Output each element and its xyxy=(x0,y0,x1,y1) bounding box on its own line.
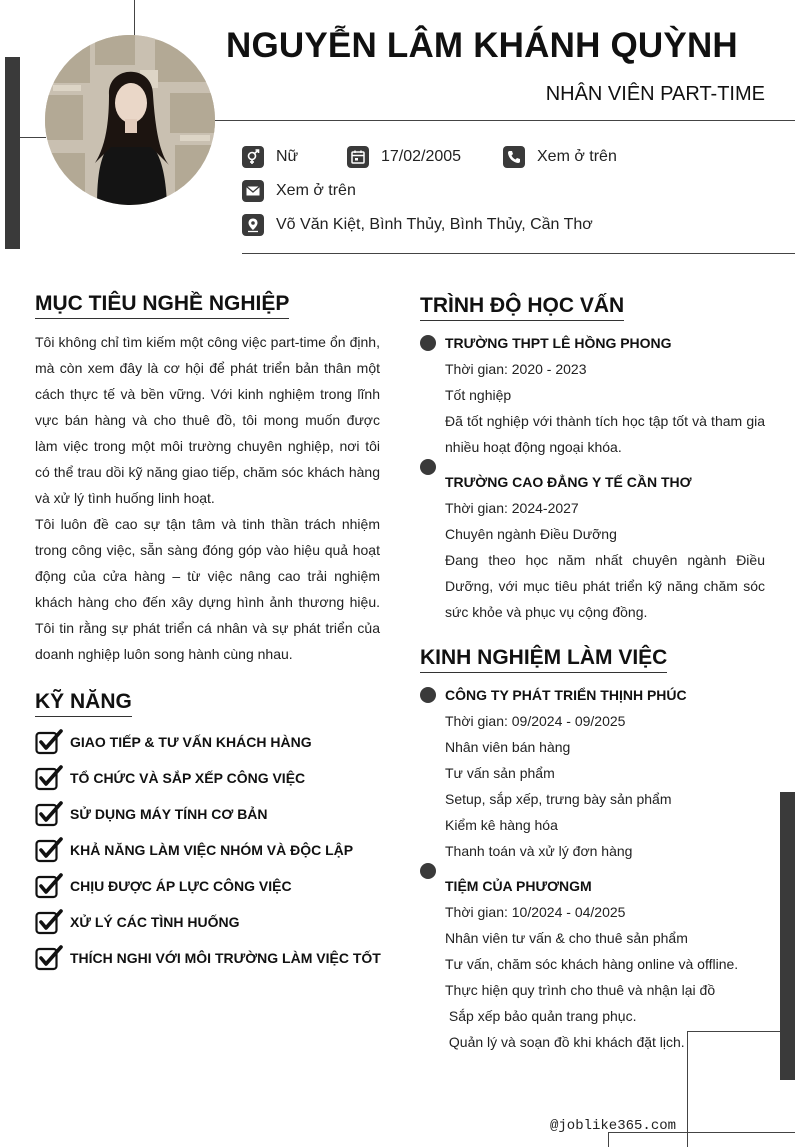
skill-item xyxy=(35,837,353,863)
info-divider xyxy=(242,253,795,254)
info-phone xyxy=(503,146,617,168)
checkbox-icon xyxy=(35,945,63,971)
skill-item xyxy=(35,801,268,827)
education-description: Đã tốt nghiệp với thành tích học tập tốt và tham gia nhiều hoạt động ngoại khóa. xyxy=(445,413,765,455)
experience-line: Sắp xếp bảo quản trang phục. xyxy=(445,1008,637,1024)
info-email xyxy=(242,180,356,202)
candidate-name: NGUYỄN LÂM KHÁNH QUỲNH xyxy=(226,26,738,65)
experience-line: Setup, sắp xếp, trưng bày sản phẩm xyxy=(445,791,672,807)
decor-line xyxy=(134,0,135,36)
checkbox-icon xyxy=(35,873,63,899)
skill-item xyxy=(35,909,240,935)
info-birthday xyxy=(347,146,461,168)
decor-line xyxy=(608,1132,609,1147)
skill-label: TỔ CHỨC VÀ SẮP XẾP CÔNG VIỆC xyxy=(70,770,306,786)
education-result: Tốt nghiệp xyxy=(445,387,512,403)
avatar xyxy=(45,35,215,205)
experience-time: Thời gian: 10/2024 - 04/2025 xyxy=(445,904,626,920)
info-address xyxy=(242,214,593,236)
experience-line: Tư vấn sản phẩm xyxy=(445,765,555,781)
phone-icon xyxy=(503,146,525,168)
gender-icon xyxy=(242,146,264,168)
school-name: TRƯỜNG CAO ĐẲNG Y TẾ CẦN THƠ xyxy=(445,474,692,490)
checkbox-icon xyxy=(35,909,63,935)
company-name: TIỆM CỦA PHƯƠNGM xyxy=(445,878,592,894)
job-title: NHÂN VIÊN PART-TIME xyxy=(545,83,765,105)
experience-time: Thời gian: 09/2024 - 09/2025 xyxy=(445,713,626,729)
experience-line: Nhân viên tư vấn & cho thuê sản phẩm xyxy=(445,930,688,946)
education-entry xyxy=(445,471,765,625)
experience-entry xyxy=(445,684,765,864)
birthday-value: 17/02/2005 xyxy=(381,148,462,165)
objective-paragraph-2: Tôi luôn đề cao sự tận tâm và tinh thần trách nhiệm trong công việc, sẵn sàng đóng góp vào hiệu quả hoạt động của cửa hàng – từ việc nâng cao trải nghiệm khách hàng cho đến xây dựng hình ảnh thương hiệu. Tôi tin rằng sự phát triển cá nhân và sự phát triển của doanh nghiệp luôn song hành cùng nhau. xyxy=(35,516,380,662)
checkbox-icon xyxy=(35,837,63,863)
decor-line xyxy=(20,137,46,138)
skill-label: XỬ LÝ CÁC TÌNH HUỐNG xyxy=(70,914,240,930)
timeline-bullet xyxy=(420,687,436,703)
timeline-bullet xyxy=(420,459,436,475)
skills-title: KỸ NĂNG xyxy=(35,690,132,717)
timeline-bullet xyxy=(420,335,436,351)
skill-label: CHỊU ĐƯỢC ÁP LỰC CÔNG VIỆC xyxy=(70,878,292,894)
header-divider xyxy=(215,120,795,121)
skill-item xyxy=(35,945,381,971)
objective-title: MỤC TIÊU NGHỀ NGHIỆP xyxy=(35,292,289,319)
right-accent-bar xyxy=(780,792,795,1080)
education-result: Chuyên ngành Điều Dưỡng xyxy=(445,526,617,542)
experience-line: Nhân viên bán hàng xyxy=(445,739,571,755)
calendar-icon xyxy=(347,146,369,168)
skill-label: GIAO TIẾP & TƯ VẤN KHÁCH HÀNG xyxy=(70,734,312,750)
skill-item xyxy=(35,765,305,791)
company-name: CÔNG TY PHÁT TRIỂN THỊNH PHÚC xyxy=(445,687,687,703)
email-icon xyxy=(242,180,264,202)
experience-title: KINH NGHIỆM LÀM VIỆC xyxy=(420,646,667,673)
experience-line: Kiểm kê hàng hóa xyxy=(445,817,558,833)
phone-value: Xem ở trên xyxy=(537,148,617,165)
experience-line: Thanh toán và xử lý đơn hàng xyxy=(445,843,633,859)
experience-line: Quản lý và soạn đồ khi khách đặt lịch. xyxy=(445,1034,685,1050)
checkbox-icon xyxy=(35,801,63,827)
gender-value: Nữ xyxy=(276,148,299,165)
timeline-bullet xyxy=(420,863,436,879)
experience-line: Tư vấn, chăm sóc khách hàng online và offline. xyxy=(445,956,739,972)
address-value: Võ Văn Kiệt, Bình Thủy, Bình Thủy, Cần Thơ xyxy=(276,216,593,233)
education-description: Đang theo học năm nhất chuyên ngành Điều Dưỡng, với mục tiêu phát triển kỹ năng chăm sóc sức khỏe và phục vụ cộng đồng. xyxy=(445,552,765,620)
education-entry xyxy=(445,332,765,460)
skill-label: KHẢ NĂNG LÀM VIỆC NHÓM VÀ ĐỘC LẬP xyxy=(70,842,354,858)
skill-label: THÍCH NGHI VỚI MÔI TRƯỜNG LÀM VIỆC TỐT xyxy=(70,950,381,966)
education-time: Thời gian: 2024-2027 xyxy=(445,500,579,516)
education-time: Thời gian: 2020 - 2023 xyxy=(445,361,587,377)
checkbox-icon xyxy=(35,765,63,791)
watermark-text: @joblike365.com xyxy=(550,1118,677,1134)
objective-paragraph-1: Tôi không chỉ tìm kiếm một công việc part-time ổn định, mà còn xem đây là cơ hội để phát triển bản thân một cách thực tế và bền vững. Với kinh nghiệm trong lĩnh vực bán hàng và cho thuê đồ, tôi mong muốn được làm việc trong một môi trường chuyên nghiệp, nơi tôi có thể trau dồi kỹ năng giao tiếp, chăm sóc khách hàng và xử lý tình huống linh hoạt. xyxy=(35,334,380,506)
checkbox-icon xyxy=(35,729,63,755)
school-name: TRƯỜNG THPT LÊ HỒNG PHONG xyxy=(445,335,672,351)
skill-item xyxy=(35,873,292,899)
location-icon xyxy=(242,214,264,236)
skill-item xyxy=(35,729,312,755)
experience-line: Thực hiện quy trình cho thuê và nhận lại đồ xyxy=(445,982,716,998)
skill-label: SỬ DỤNG MÁY TÍNH CƠ BẢN xyxy=(70,806,268,822)
info-gender xyxy=(242,146,298,168)
avatar-photo xyxy=(45,35,215,205)
experience-entry xyxy=(445,875,765,1055)
email-value: Xem ở trên xyxy=(276,182,356,199)
left-accent-bar xyxy=(5,57,20,249)
education-title: TRÌNH ĐỘ HỌC VẤN xyxy=(420,294,624,321)
